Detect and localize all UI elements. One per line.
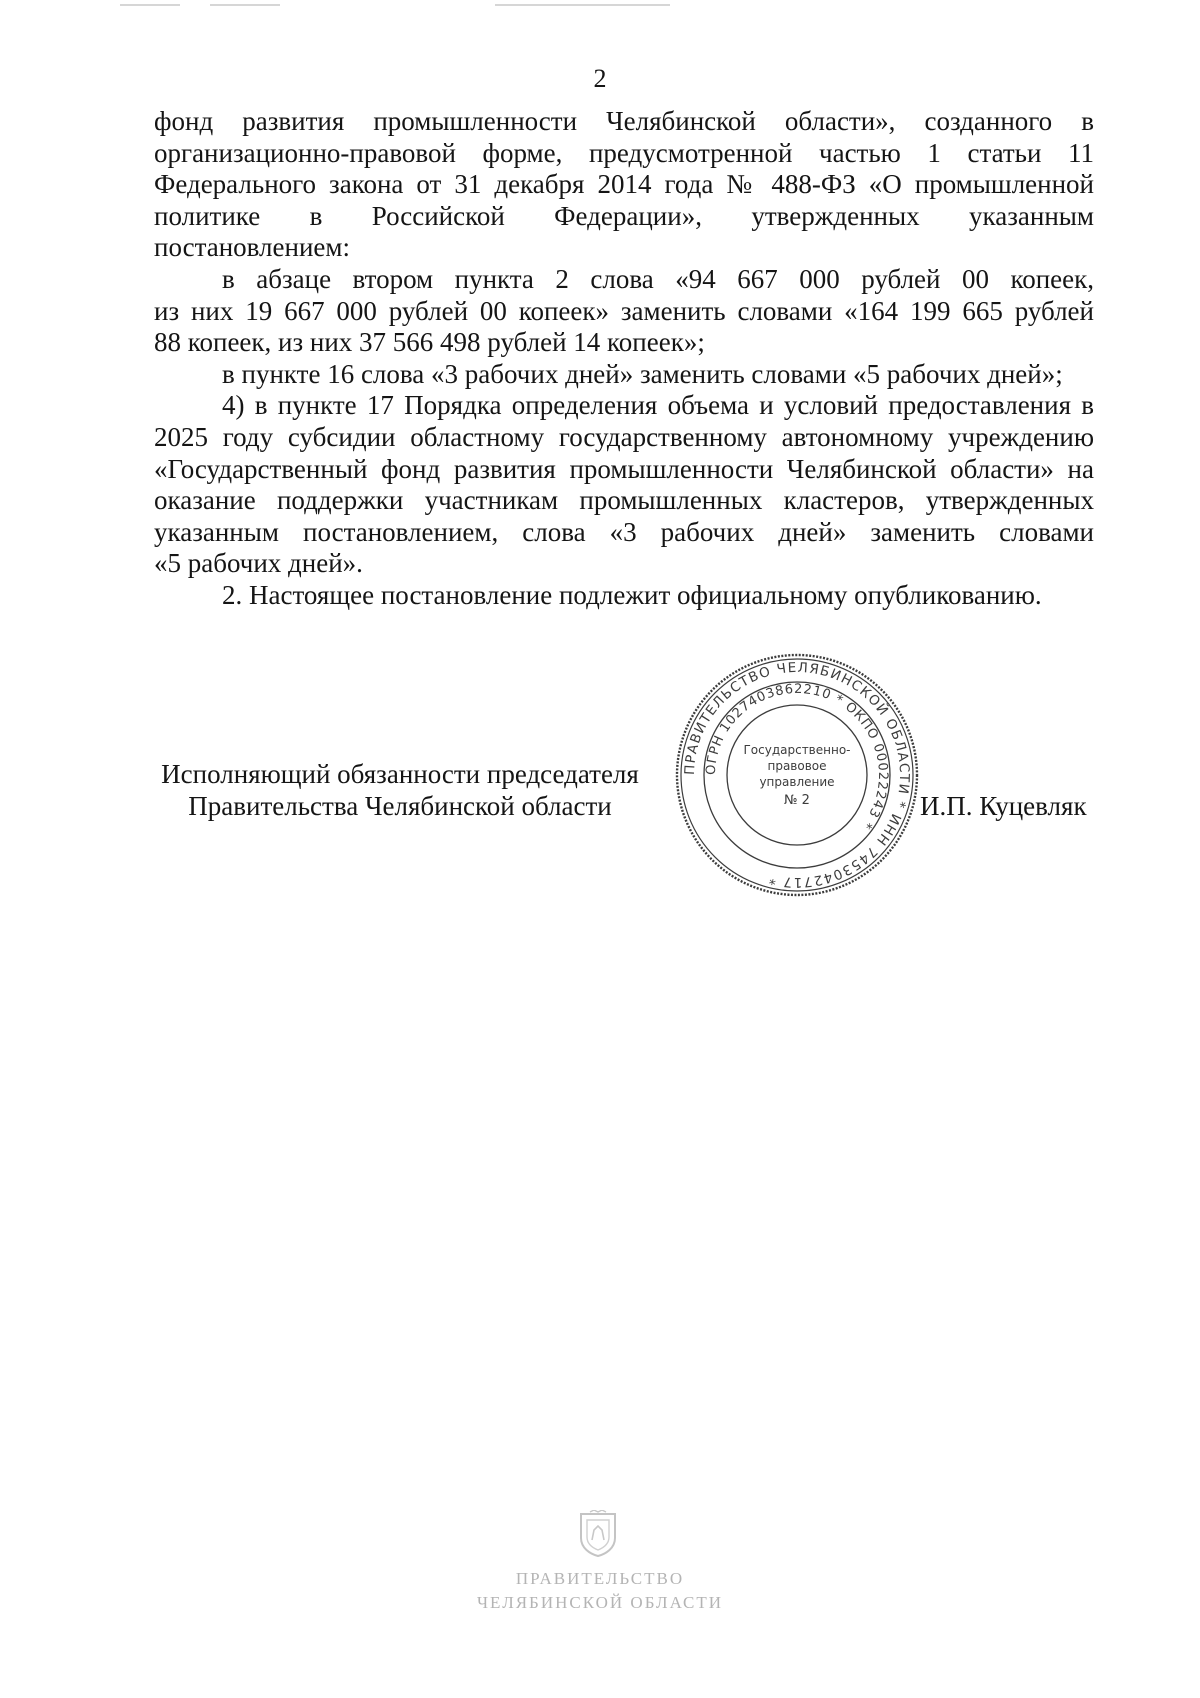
signatory-position	[150, 758, 650, 822]
signatory-position-line2: Правительства Челябинской области	[188, 791, 612, 821]
text-line: политике в Российской Федерации», утвержденных указанным	[154, 200, 1094, 231]
footer-line1: ПРАВИТЕЛЬСТВО	[515, 1569, 685, 1588]
seal-center-line: № 2	[784, 793, 810, 808]
text-line: постановлением:	[154, 232, 350, 263]
text-line: Федерального закона от 31 декабря 2014 года № 488-ФЗ «О промышленной	[154, 169, 1094, 200]
text-line: организационно-правовой форме, предусмотренной частью 1 статьи 11	[154, 137, 1094, 168]
text-line: 2025 году субсидии областному государственному автономному учреждению	[154, 421, 1094, 452]
footer-line2: ЧЕЛЯБИНСКОЙ ОБЛАСТИ	[476, 1593, 724, 1612]
text-line: 4) в пункте 17 Порядка определения объема и условий предоставления в	[222, 390, 1094, 421]
text-line: «5 рабочих дней».	[154, 548, 363, 579]
text-line: оказание поддержки участникам промышленных кластеров, утвержденных	[154, 485, 1094, 516]
scan-artifact	[495, 4, 670, 6]
coat-of-arms-icon	[578, 1510, 618, 1558]
text-line: в абзаце втором пункта 2 слова «94 667 000 рублей 00 копеек,	[222, 263, 1094, 294]
seal-center-line: Государственно-	[743, 743, 851, 757]
scan-artifact	[210, 4, 280, 6]
seal-center-line: правовое	[767, 759, 827, 773]
text-line: фонд развития промышленности Челябинской области», созданного в	[154, 106, 1094, 136]
scan-artifact	[120, 4, 180, 6]
signatory-position-line1: Исполняющий обязанности председателя	[161, 759, 639, 789]
text-line: 88 копеек, из них 37 566 498 рублей 14 копеек»;	[154, 327, 705, 358]
seal-outer-ring-text: ПРАВИТЕЛЬСТВО ЧЕЛЯБИНСКОЙ ОБЛАСТИ * ИНН 7453042717 *	[681, 659, 913, 891]
text-line: в пункте 16 слова «3 рабочих дней» заменить словами «5 рабочих дней»;	[222, 358, 1063, 389]
page-number: 2	[593, 64, 607, 93]
text-line: 2. Настоящее постановление подлежит официальному опубликованию.	[222, 579, 1042, 610]
seal-center-line: управление	[759, 775, 835, 789]
document-body	[154, 106, 1094, 612]
text-line: указанным постановлением, слова «3 рабочих дней» заменить словами	[154, 516, 1094, 547]
seal-middle-ring-text: ОГРН 1027403862210 * ОКПО 00022243 *	[703, 681, 891, 833]
text-line: из них 19 667 000 рублей 00 копеек» заменить словами «164 199 665 рублей	[154, 295, 1094, 326]
text-line: «Государственный фонд развития промышленности Челябинской области» на	[154, 453, 1094, 484]
signatory-name: И.П. Куцевляк	[920, 791, 1087, 821]
official-seal	[674, 652, 920, 898]
